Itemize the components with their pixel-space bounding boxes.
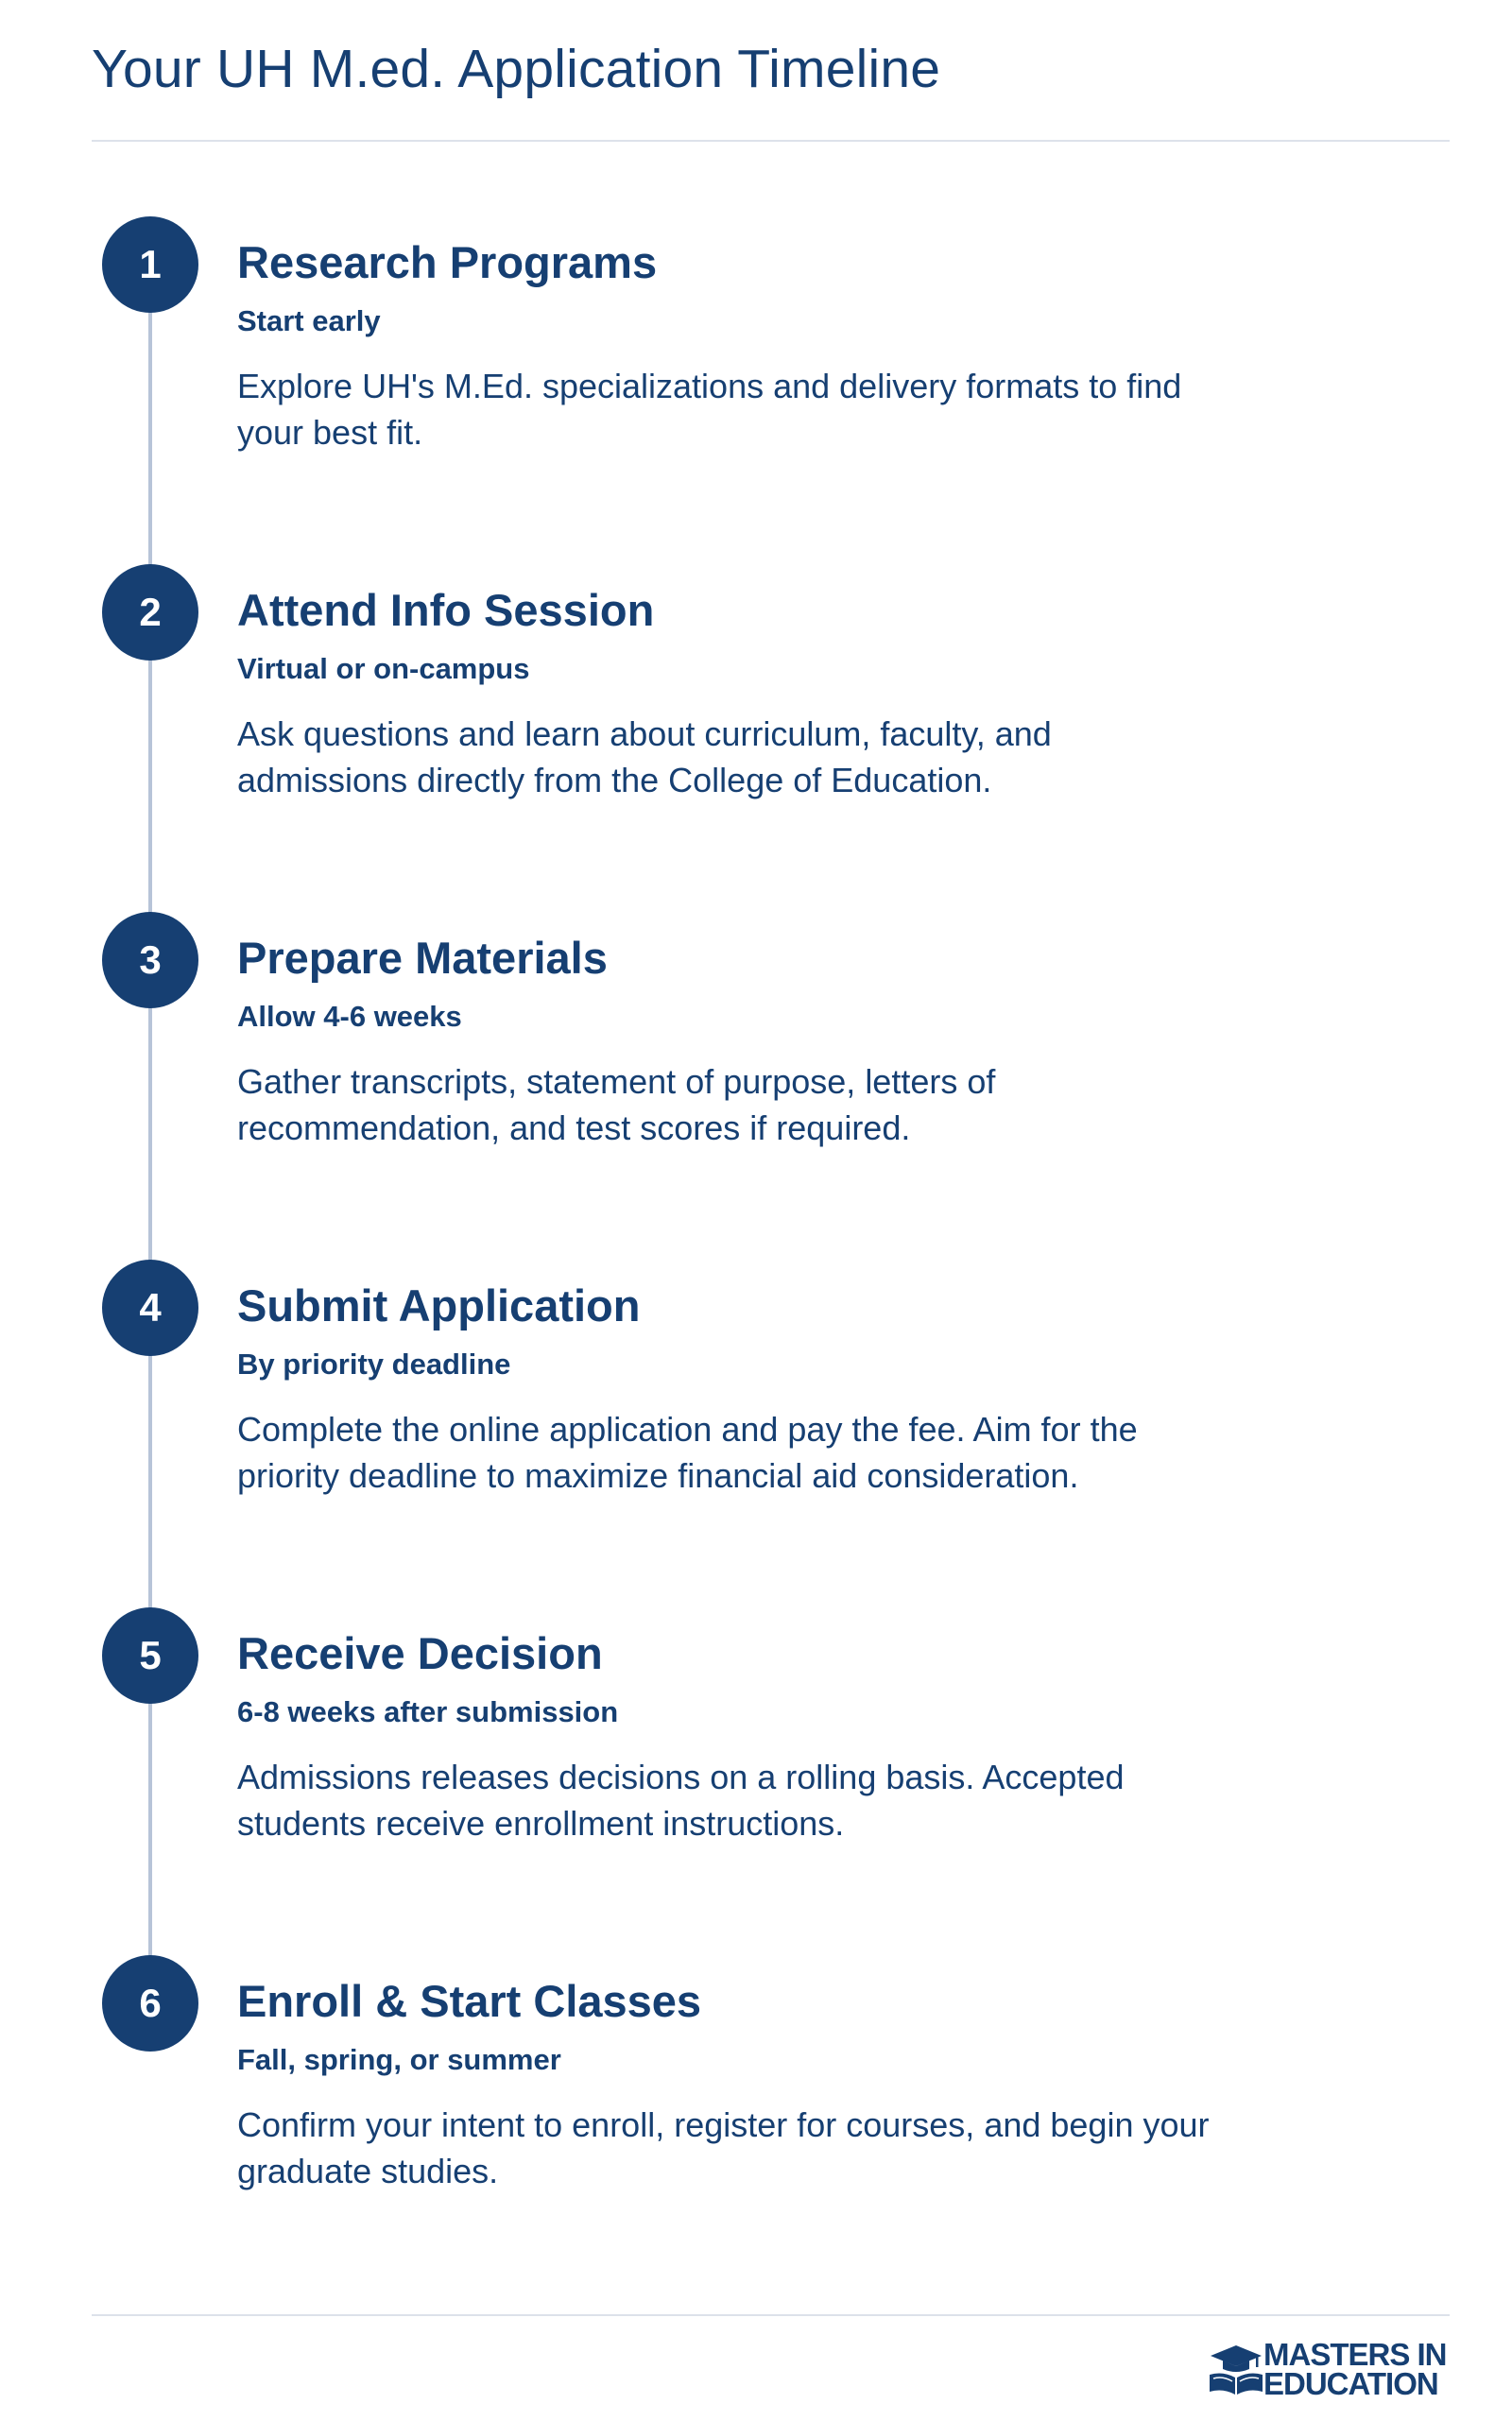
- step-timing: Allow 4-6 weeks: [237, 1000, 462, 1033]
- step-description: Complete the online application and pay the fee. Aim for the priority deadline to maximize financial aid consideration.: [237, 1410, 1138, 1495]
- step-number-badge: 1: [102, 216, 198, 313]
- step-number-badge: 3: [102, 912, 198, 1008]
- brand-line-1: MASTERS IN: [1263, 2337, 1447, 2372]
- step-number-badge: 2: [102, 564, 198, 661]
- step-description: Admissions releases decisions on a rolling basis. Accepted students receive enrollment instructions.: [237, 1758, 1125, 1843]
- step-timing: Start early: [237, 304, 381, 337]
- step-description: Confirm your intent to enroll, register for courses, and begin your graduate studies.: [237, 2105, 1210, 2190]
- graduation-cap-book-icon: [1207, 2344, 1265, 2396]
- step-title: Research Programs: [237, 237, 658, 287]
- step-timing: 6-8 weeks after submission: [237, 1695, 619, 1728]
- step-timing: Virtual or on-campus: [237, 652, 530, 685]
- header-divider: [92, 140, 1450, 142]
- step-timing: Fall, spring, or summer: [237, 2043, 561, 2076]
- step-number-badge: 5: [102, 1607, 198, 1704]
- step-title: Prepare Materials: [237, 933, 608, 983]
- page-title: Your UH M.ed. Application Timeline: [92, 39, 941, 99]
- step-title: Receive Decision: [237, 1628, 603, 1678]
- footer-divider: [92, 2314, 1450, 2316]
- step-number-badge: 6: [102, 1955, 198, 2052]
- step-timing: By priority deadline: [237, 1348, 511, 1381]
- step-description: Ask questions and learn about curriculum, faculty, and admissions directly from the College of Education.: [237, 714, 1052, 799]
- timeline-line: [148, 266, 152, 2003]
- brand-line-2: EDUCATION: [1263, 2366, 1438, 2401]
- step-description: Gather transcripts, statement of purpose, letters of recommendation, and test scores if required.: [237, 1062, 996, 1147]
- step-title: Enroll & Start Classes: [237, 1976, 702, 2026]
- step-title: Attend Info Session: [237, 585, 655, 635]
- step-title: Submit Application: [237, 1280, 641, 1331]
- step-number-badge: 4: [102, 1260, 198, 1356]
- step-description: Explore UH's M.Ed. specializations and delivery formats to find your best fit.: [237, 367, 1182, 452]
- brand-wordmark: [1263, 2337, 1447, 2401]
- brand-logo: [1207, 2337, 1452, 2406]
